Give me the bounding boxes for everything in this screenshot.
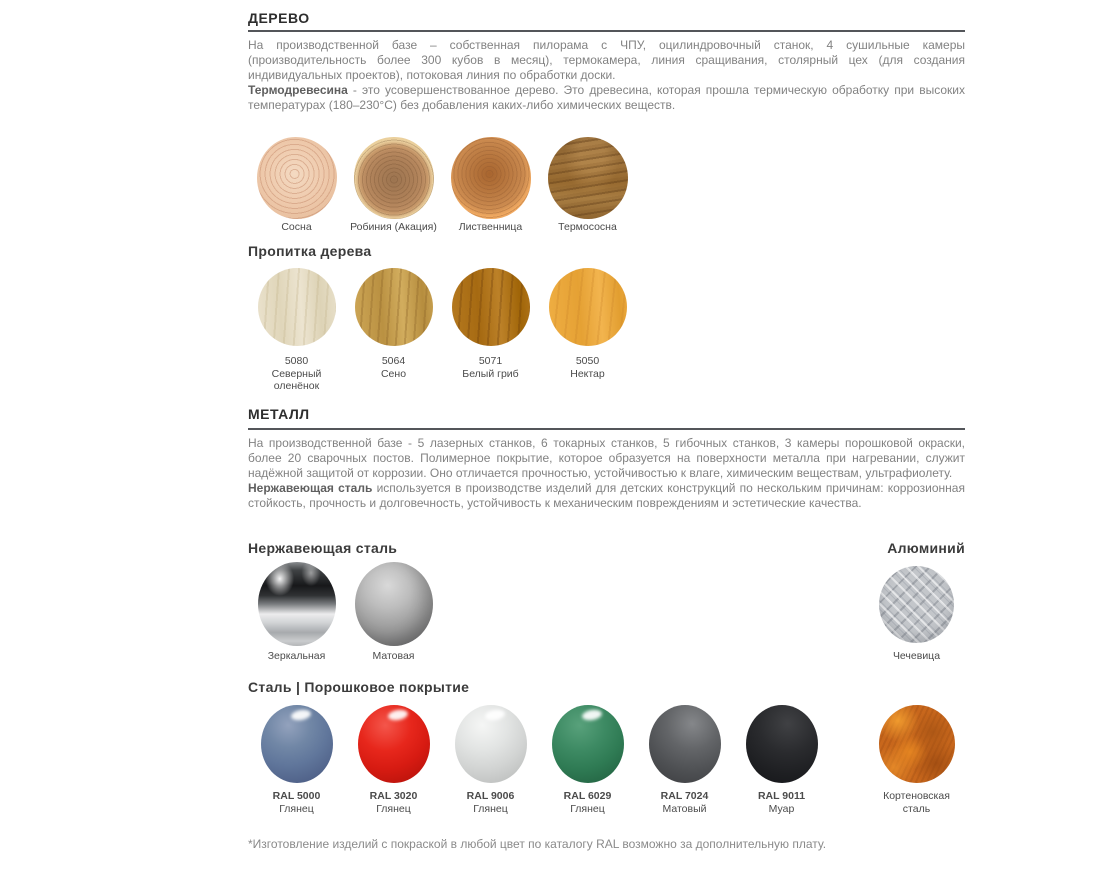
aluminum-swatch-checkerplate (879, 566, 954, 643)
wood-species-item (442, 137, 539, 234)
wood-swatch-pine (257, 137, 337, 219)
swatch-code: 5064 (381, 355, 406, 367)
impregnation-item (345, 268, 442, 393)
powder-coating-title: Сталь | Порошковое покрытие (248, 679, 470, 695)
wood-intro-paragraph (248, 38, 965, 83)
wood-paragraphs (248, 38, 965, 113)
ral-item (636, 705, 733, 815)
stainless-paragraph (248, 481, 965, 511)
ral-swatch-3020 (358, 705, 430, 783)
swatch-label: Лиственница (458, 221, 523, 233)
ral-code: RAL 6029 (563, 790, 612, 802)
ral-item (442, 705, 539, 815)
metal-section-title: МЕТАЛЛ (248, 406, 310, 422)
content-column (248, 0, 965, 879)
swatch-name: Сено (380, 367, 407, 380)
impregnation-swatch-5064 (355, 268, 433, 346)
corten-steel-swatch (879, 705, 955, 783)
swatch-label (258, 355, 336, 393)
stainless-row (248, 562, 965, 663)
stainless-item (248, 562, 345, 663)
swatch-label (661, 790, 709, 815)
wood-species-row (248, 137, 965, 234)
ral-code: RAL 7024 (660, 790, 709, 802)
ral-finish: Глянец (570, 802, 605, 815)
wood-swatch-thermopine (548, 137, 628, 219)
impregnation-swatch-5080 (258, 268, 336, 346)
swatch-label (462, 355, 518, 380)
impregnation-item (442, 268, 539, 393)
ral-item (345, 705, 442, 815)
wood-swatch-robinia (354, 137, 434, 219)
swatch-code: 5050 (575, 355, 600, 367)
wood-section-title: ДЕРЕВО (248, 10, 310, 26)
wood-species-item (345, 137, 442, 234)
swatch-label (370, 790, 418, 815)
wood-swatch-larch (451, 137, 531, 219)
ral-swatch-6029 (552, 705, 624, 783)
impregnation-swatch-5071 (452, 268, 530, 346)
metal-intro-text: На производственной базе - 5 лазерных станков, 6 токарных станков, 5 гибочных станков, 3 камеры порошковой окраски, более 20 сварочных постов. Полимерное покрытие, которое образуется на поверхности металла при нагревании, служит надёжной защитой от коррозии. Оно отличается прочностью, устойчивостью к влаге, химическим веществам, ультрафиолету. (248, 436, 965, 480)
wood-species-item (248, 137, 345, 234)
swatch-label (381, 355, 406, 380)
impregnation-swatch-5050 (549, 268, 627, 346)
ral-swatch-9011 (746, 705, 818, 783)
ral-finish: Муар (768, 802, 795, 815)
thermowood-lead: Термодревесина (248, 83, 348, 97)
thermowood-paragraph (248, 83, 965, 113)
ral-code: RAL 9006 (466, 790, 515, 802)
swatch-name: Северный оленёнок (271, 367, 322, 392)
swatch-label: Термососна (558, 221, 617, 233)
ral-finish: Глянец (376, 802, 411, 815)
stainless-text: используется в производстве изделий для детских конструкций по нескольким причинам: коррозионная стойкость, прочность и долговечность, устойчивость к механическим повреждениям и эстетические качества. (248, 481, 965, 510)
metal-paragraphs (248, 436, 965, 511)
stainless-swatch-matte (355, 562, 433, 646)
impregnation-title: Пропитка дерева (248, 243, 372, 259)
ral-swatch-7024 (649, 705, 721, 783)
swatch-label: Чечевица (892, 650, 941, 662)
ral-item (733, 705, 830, 815)
stainless-title: Нержавеющая сталь (248, 540, 398, 556)
swatch-code: 5071 (478, 355, 503, 367)
impregnation-row (248, 268, 965, 393)
stainless-header-row (248, 540, 965, 556)
swatch-label (273, 790, 321, 815)
ral-code: RAL 3020 (369, 790, 418, 802)
swatch-label: Сосна (281, 221, 312, 233)
swatch-name: Нектар (570, 367, 605, 380)
stainless-item (345, 562, 442, 663)
ral-item (248, 705, 345, 815)
aluminum-item (868, 562, 965, 663)
ral-code: RAL 9011 (757, 790, 806, 802)
corten-item (868, 705, 965, 815)
swatch-label: Робиния (Акация) (350, 221, 437, 233)
swatch-label (570, 355, 605, 380)
swatch-label (758, 790, 805, 815)
stainless-swatch-mirror (258, 562, 336, 646)
swatch-label: Кортеновская сталь (883, 790, 950, 815)
wood-species-item (539, 137, 636, 234)
ral-item (539, 705, 636, 815)
metal-section-divider (248, 428, 965, 430)
impregnation-item (539, 268, 636, 393)
ral-finish: Глянец (279, 802, 314, 815)
swatch-label: Зеркальная (267, 650, 326, 662)
ral-finish: Глянец (473, 802, 508, 815)
swatch-label (564, 790, 612, 815)
wood-section-divider (248, 30, 965, 32)
stainless-lead: Нержавеющая сталь (248, 481, 373, 495)
ral-swatch-5000 (261, 705, 333, 783)
aluminum-title: Алюминий (887, 540, 965, 556)
swatch-label (467, 790, 515, 815)
metal-intro-paragraph (248, 436, 965, 481)
ral-swatch-9006 (455, 705, 527, 783)
swatch-code: 5080 (284, 355, 309, 367)
wood-intro-text: На производственной базе – собственная пилорама с ЧПУ, оцилиндровочный станок, 4 сушильные камеры (производительность более 300 кубов в месяц), термокамера, линия сращивания, столярный цех (для создания индивидуальных проектов), потоковая линия по обработки доски. (248, 38, 965, 82)
powder-coating-row (248, 705, 965, 815)
swatch-label: Матовая (372, 650, 415, 662)
swatch-name: Белый гриб (462, 367, 519, 380)
impregnation-item (248, 268, 345, 393)
thermowood-text: - это усовершенствованное дерево. Это древесина, которая прошла термическую обработку при высоких температурах (180–230°С) без добавления каких-либо химических веществ. (248, 83, 965, 112)
ral-footnote: *Изготовление изделий с покраской в любой цвет по каталогу RAL возможно за дополнительную плату. (248, 837, 827, 851)
ral-finish: Матовый (662, 802, 707, 815)
ral-code: RAL 5000 (272, 790, 321, 802)
